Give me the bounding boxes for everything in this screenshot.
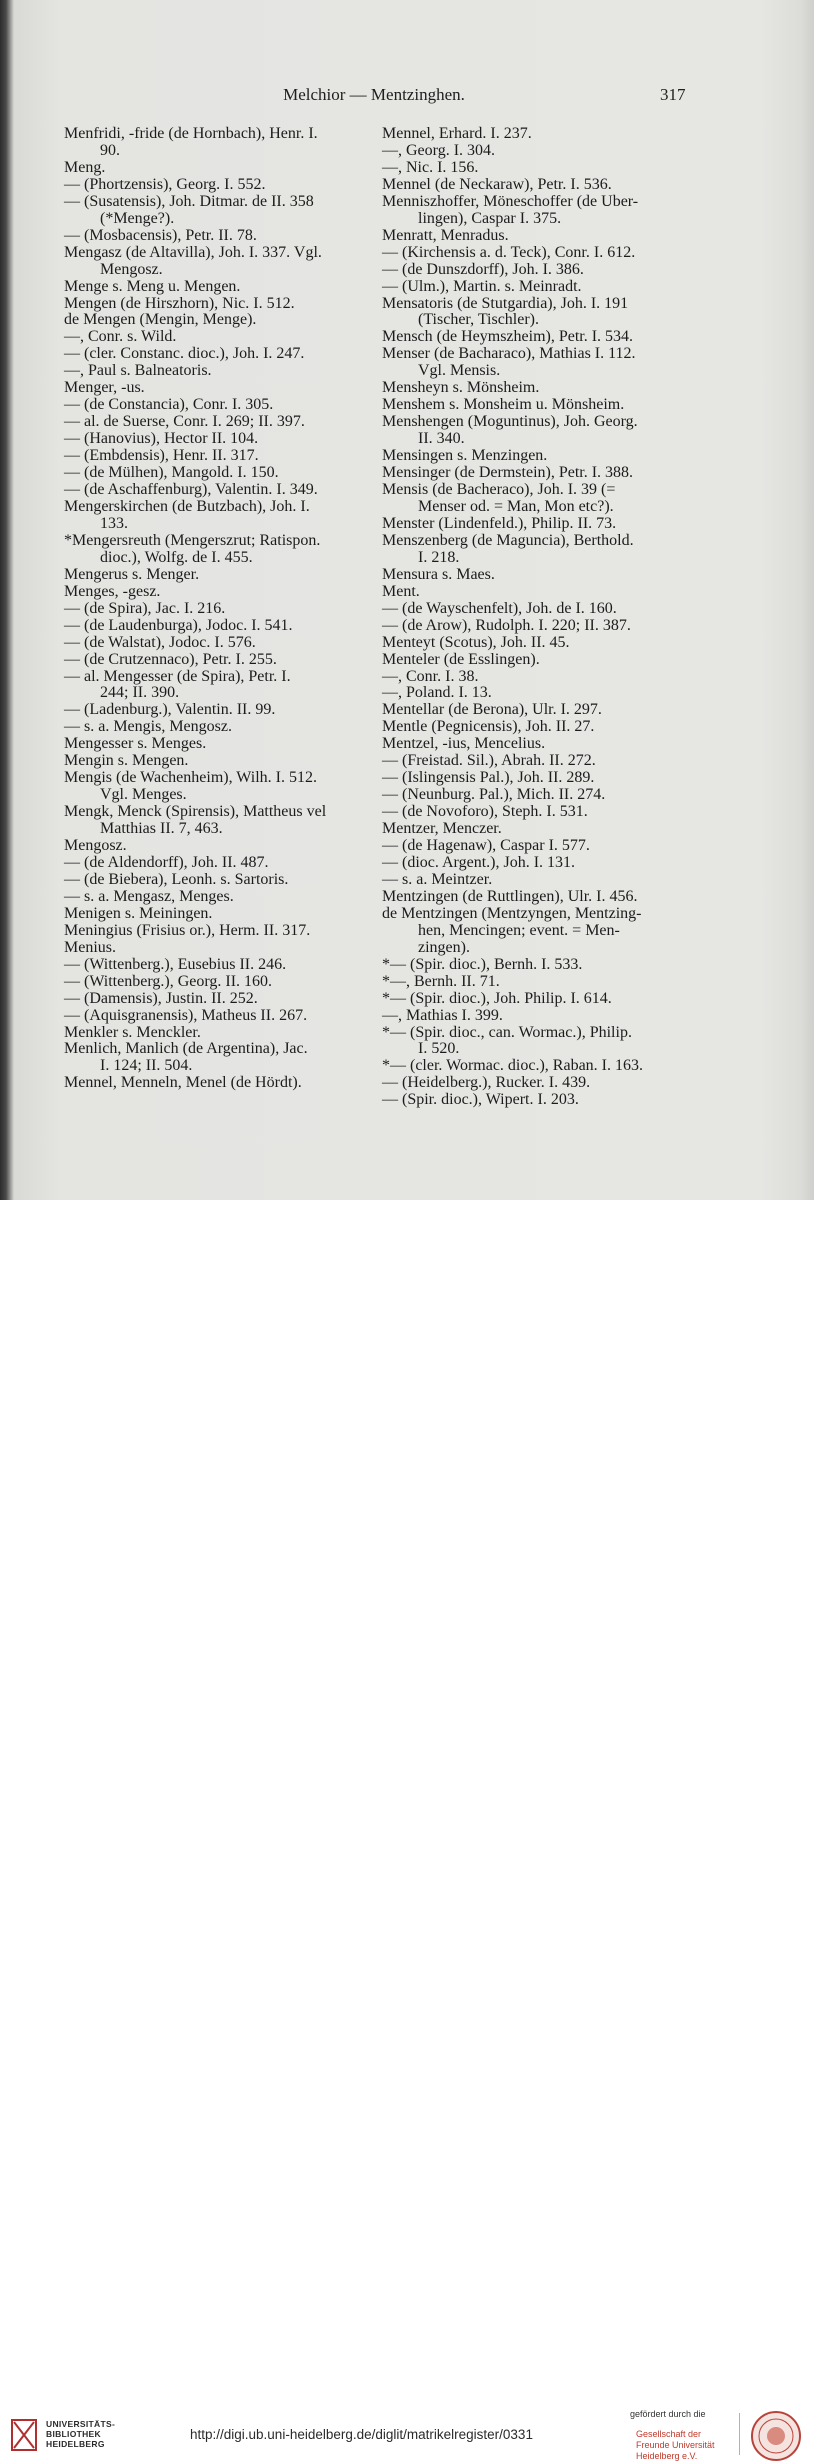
register-entry: Mengis (de Wachenheim), Wilh. I. 512. [64,769,317,787]
entry-continuation-line: Menser od. = Man, Mon etc?). [418,497,614,515]
sponsor-name: Gesellschaft der Freunde Universität Heidelberg e.V. [636,2429,715,2461]
register-entry: *— (Spir. dioc.), Joh. Philip. I. 614. [382,989,612,1007]
entry-continuation-line: I. 124; II. 504. [100,1057,193,1075]
register-entry: Mengk, Menck (Spirensis), Mattheus vel [64,803,327,821]
register-entry: Menlich, Manlich (de Argentina), Jac. [64,1040,308,1058]
register-entry: — (de Aldendorff), Joh. II. 487. [64,853,269,871]
register-entry: —, Poland. I. 13. [382,684,492,702]
entry-continuation-line: (Tischer, Tischler). [418,311,539,329]
library-name: UNIVERSITÄTS-BIBLIOTHEK HEIDELBERG [46,2419,116,2449]
register-entry: Mengerus s. Menger. [64,565,200,583]
register-entry: —, Mathias I. 399. [382,1006,503,1024]
register-entry: — (de Arow), Rudolph. I. 220; II. 387. [382,616,631,634]
register-entry: —, Nic. I. 156. [382,158,479,176]
entry-continuation-line: Matthias II. 7, 463. [100,820,223,838]
register-entry: Menratt, Menradus. [382,226,509,244]
register-entry: Mensura s. Maes. [382,565,495,583]
register-entry: — (Wittenberg.), Georg. II. 160. [64,972,273,990]
page-title: Melchior — Mentzinghen. [283,85,465,104]
entry-continuation-line: Vgl. Mensis. [418,362,501,380]
register-entry: Mensheyn s. Mönsheim. [382,379,540,397]
right-column [382,126,700,1109]
register-entry: — (de Biebera), Leonh. s. Sartoris. [64,870,289,888]
register-entry: Mennel, Menneln, Menel (de Hördt). [64,1074,302,1092]
register-entry: Mensis (de Bacheraco), Joh. I. 39 (= [382,481,616,499]
register-entry: Menszenberg (de Maguncia), Berthold. [382,531,634,549]
left-column [64,126,380,1092]
university-seal-icon [750,2410,802,2462]
register-entry: —, Conr. I. 38. [382,667,479,685]
register-entry: Mennel (de Neckaraw), Petr. I. 536. [382,175,612,193]
register-entry: — (Ladenburg.), Valentin. II. 99. [64,701,276,719]
register-entry: Menshengen (Moguntinus), Joh. Georg. [382,413,638,431]
register-entry: Mentellar (de Berona), Ulr. I. 297. [382,701,602,719]
register-entry: Menteler (de Esslingen). [382,650,540,668]
entry-continuation-line: 133. [100,514,128,532]
register-entry: Mensatoris (de Stutgardia), Joh. I. 191 [382,294,629,312]
register-entry: Mentzel, -ius, Mencelius. [382,735,546,753]
entry-continuation-line: 244; II. 390. [100,684,180,702]
register-entry: — (Hanovius), Hector II. 104. [64,430,259,448]
register-entry: —, Paul s. Balneatoris. [64,362,212,380]
register-entry: — (de Constancia), Conr. I. 305. [64,396,274,414]
register-entry: — (Phortzensis), Georg. I. 552. [64,175,266,193]
register-entry: — (de Aschaffenburg), Valentin. I. 349. [64,481,318,499]
register-entry: — (de Spira), Jac. I. 216. [64,599,226,617]
register-entry: — (de Laudenburga), Jodoc. I. 541. [64,616,293,634]
register-entry: — (de Crutzennaco), Petr. I. 255. [64,650,277,668]
register-entry: — s. a. Mengis, Mengosz. [64,718,232,736]
register-entry: de Mentzingen (Mentzyngen, Mentzing- [382,904,642,922]
register-entry: — s. a. Mengasz, Menges. [64,887,234,905]
entry-continuation-line: 90. [100,141,120,159]
footer-bar [0,1200,814,2461]
register-entry: Menshem s. Monsheim u. Mönsheim. [382,396,625,414]
register-entry: — (Kirchensis a. d. Teck), Conr. I. 612. [382,243,636,261]
register-entry: — (Islingensis Pal.), Joh. II. 289. [382,769,595,787]
register-entry: —, Georg. I. 304. [382,141,496,159]
register-entry: Mennel, Erhard. I. 237. [382,125,532,142]
register-entry: Menkler s. Menckler. [64,1023,201,1041]
register-entry: Mengerskirchen (de Butzbach), Joh. I. [64,497,310,515]
register-entry: de Mengen (Mengin, Menge). [64,311,257,329]
register-entry: Mensinger (de Dermstein), Petr. I. 388. [382,464,634,482]
register-entry: — (de Walstat), Jodoc. I. 576. [64,633,256,651]
register-entry: Menfridi, -fride (de Hornbach), Henr. I. [64,125,318,142]
register-entry: — al. Mengesser (de Spira), Petr. I. [64,667,291,685]
entry-continuation-line: Mengosz. [100,260,163,278]
register-entry: Ment. [382,582,420,600]
register-entry: — (de Novoforo), Steph. I. 531. [382,803,588,821]
register-entry: Meng. [64,158,106,176]
register-page [14,0,814,1200]
register-entry: — (Heidelberg.), Rucker. I. 439. [382,1074,591,1092]
register-entry: Menius. [64,938,116,956]
register-entry: — (Freistad. Sil.), Abrah. II. 272. [382,752,596,770]
entry-continuation-line: zingen). [418,938,470,956]
running-header [14,85,814,109]
register-entry: —, Conr. s. Wild. [64,328,177,346]
register-entry: Menser (de Bacharaco), Mathias I. 112. [382,345,636,363]
register-entry: Meningius (Frisius or.), Herm. II. 317. [64,921,311,939]
register-entry: Mengin s. Mengen. [64,752,189,770]
register-entry: Menniszhoffer, Möneschoffer (de Uber- [382,192,639,210]
source-url-link[interactable]: http://digi.ub.uni-heidelberg.de/diglit/matrikelregister/0331 [190,2427,533,2442]
register-entry: — (Wittenberg.), Eusebius II. 246. [64,955,287,973]
register-entry: Mentzer, Menczer. [382,820,502,838]
register-entry: *— (Spir. dioc.), Bernh. I. 533. [382,955,583,973]
register-entry: Menteyt (Scotus), Joh. II. 45. [382,633,570,651]
register-entry: — (Susatensis), Joh. Ditmar. de II. 358 [64,192,314,210]
register-entry: — (Aquisgranensis), Matheus II. 267. [64,1006,308,1024]
register-entry: Mentle (Pegnicensis), Joh. II. 27. [382,718,595,736]
register-entry: — (de Dunszdorff), Joh. I. 386. [382,260,584,278]
entry-continuation-line: I. 218. [418,548,460,566]
register-entry: — (dioc. Argent.), Joh. I. 131. [382,853,576,871]
register-entry: — al. de Suerse, Conr. I. 269; II. 397. [64,413,305,431]
register-entry: Mengosz. [64,837,127,855]
register-entry: — (Neunburg. Pal.), Mich. II. 274. [382,786,606,804]
register-entry: Menges, -gesz. [64,582,161,600]
entry-continuation-line: (*Menge?). [100,209,175,227]
register-entry: — (de Mülhen), Mangold. I. 150. [64,464,279,482]
register-entry: *Mengersreuth (Mengerszrut; Ratispon. [64,531,321,549]
entry-continuation-line: hen, Mencingen; event. = Men- [418,921,620,939]
register-entry: *— (Spir. dioc., can. Wormac.), Philip. [382,1023,632,1041]
register-entry: — (Damensis), Justin. II. 252. [64,989,258,1007]
register-entry: *—, Bernh. II. 71. [382,972,500,990]
register-entry: — (cler. Constanc. dioc.), Joh. I. 247. [64,345,305,363]
page-number: 317 [660,85,686,104]
register-entry: Mensch (de Heymszheim), Petr. I. 534. [382,328,634,346]
register-entry: Menge s. Meng u. Mengen. [64,277,241,295]
register-entry: — (de Wayschenfelt), Joh. de I. 160. [382,599,617,617]
register-entry: *— (cler. Wormac. dioc.), Raban. I. 163. [382,1057,644,1075]
register-entry: — (de Hagenaw), Caspar I. 577. [382,837,590,855]
register-entry: Mentzingen (de Ruttlingen), Ulr. I. 456. [382,887,638,905]
entry-continuation-line: Vgl. Menges. [100,786,187,804]
footer-divider [739,2413,740,2455]
register-entry: Mengesser s. Menges. [64,735,207,753]
entry-continuation-line: lingen), Caspar I. 375. [418,209,562,227]
sponsor-intro: gefördert durch die [630,2409,706,2419]
register-entry: — (Embdensis), Henr. II. 317. [64,447,259,465]
register-entry: Mengen (de Hirszhorn), Nic. I. 512. [64,294,295,312]
register-entry: — s. a. Meintzer. [382,870,493,888]
register-entry: Menster (Lindenfeld.), Philip. II. 73. [382,514,617,532]
register-entry: — (Spir. dioc.), Wipert. I. 203. [382,1091,579,1109]
entry-continuation-line: dioc.), Wolfg. de I. 455. [100,548,253,566]
register-entry: Mensingen s. Menzingen. [382,447,548,465]
register-entry: — (Mosbacensis), Petr. II. 78. [64,226,257,244]
library-logo-icon [10,2416,38,2454]
register-entry: Menger, -us. [64,379,145,397]
register-entry: Menigen s. Meiningen. [64,904,213,922]
entry-continuation-line: II. 340. [418,430,465,448]
register-entry: Mengasz (de Altavilla), Joh. I. 337. Vgl. [64,243,322,261]
entry-continuation-line: I. 520. [418,1040,460,1058]
register-entry: — (Ulm.), Martin. s. Meinradt. [382,277,582,295]
